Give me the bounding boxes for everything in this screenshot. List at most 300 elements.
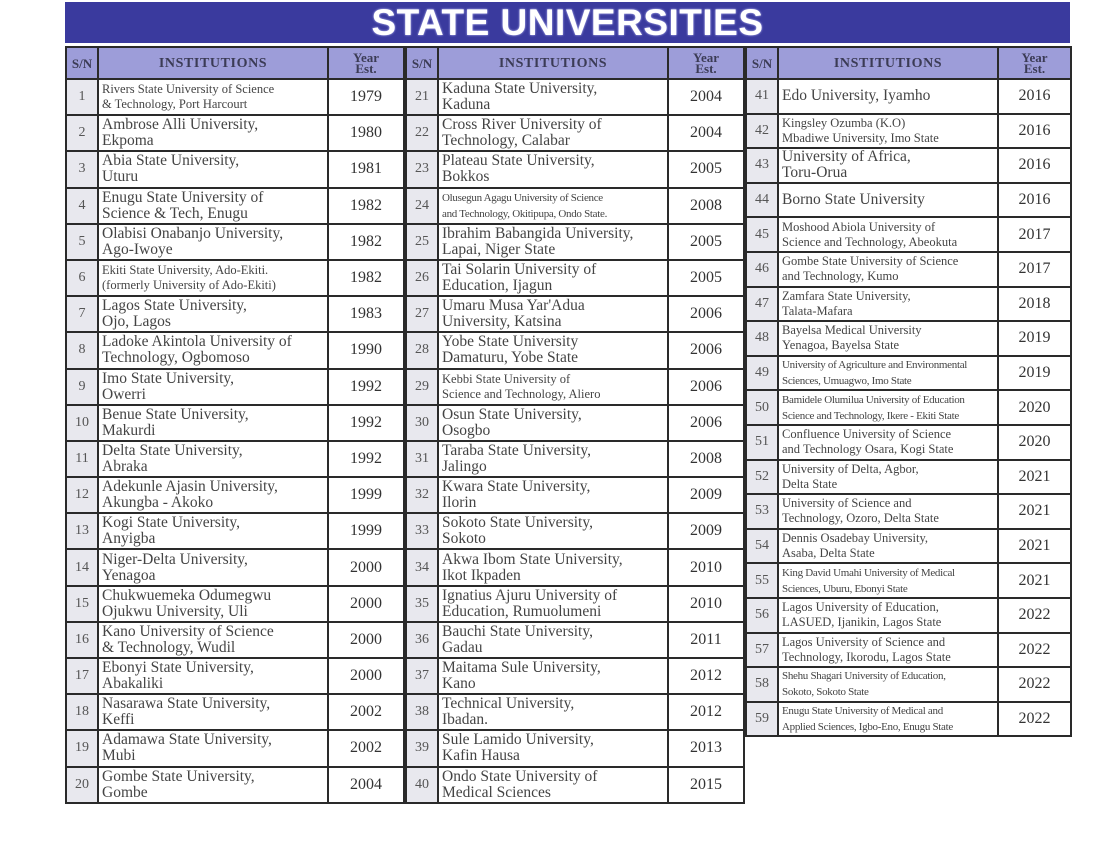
table-row: [406, 115, 744, 151]
institution-name: [778, 356, 998, 391]
table-row: [746, 633, 1071, 668]
serial-number: 54: [746, 529, 778, 564]
institution-name: [438, 332, 668, 368]
institution-name-line1: Adekunle Ajasin University,: [102, 478, 278, 496]
table-row: [66, 188, 404, 224]
institution-name-line1: Adamawa State University,: [102, 731, 272, 749]
serial-number: 33: [406, 513, 438, 549]
institution-name-line1: Lagos University of Education,: [782, 600, 939, 615]
year-established: 2022: [998, 633, 1071, 668]
institution-name: [98, 622, 328, 658]
year-established: 2016: [998, 114, 1071, 149]
year-established: 1981: [328, 151, 404, 187]
serial-number: 23: [406, 151, 438, 187]
year-established: 2022: [998, 667, 1071, 702]
institution-name-line2: Abakaliki: [102, 675, 164, 693]
year-established: 2018: [998, 287, 1071, 322]
institution-name-line1: Ambrose Alli University,: [102, 116, 259, 134]
institution-name-line2: Kafin Hausa: [442, 747, 520, 765]
institution-name-line2: Toru-Orua: [782, 164, 848, 182]
serial-number: 31: [406, 441, 438, 477]
header-year-line1: Year: [353, 50, 379, 65]
institution-name-line1: Technical University,: [442, 695, 575, 713]
table-row: [746, 79, 1071, 114]
institution-name-line2: Ilorin: [442, 494, 477, 512]
header-year-line2: Est.: [355, 61, 377, 76]
institution-name-line2: Education, Rumuolumeni: [442, 602, 602, 620]
institution-name: [778, 563, 998, 598]
institution-name-line1: Rivers State University of Science: [102, 82, 275, 97]
serial-number: 39: [406, 730, 438, 766]
table-row: [66, 622, 404, 658]
year-established: 2008: [668, 441, 744, 477]
year-established: 1982: [328, 224, 404, 260]
institution-name-line1: Akwa Ibom State University,: [442, 550, 623, 568]
institution-name-line2: Osogbo: [442, 421, 491, 439]
institution-name-line1: Ignatius Ajuru University of: [442, 586, 618, 604]
table-row: [746, 252, 1071, 287]
institution-name-line1: Shehu Shagari University of Education,: [782, 670, 946, 683]
institution-name-line2: Talata-Mafara: [782, 303, 853, 318]
institution-name: [438, 441, 668, 477]
institution-name: [98, 694, 328, 730]
table-row: [66, 730, 404, 766]
institution-name-line2: Applied Sciences, Igbo-Eno, Enugu State: [782, 720, 953, 733]
table-row: [406, 767, 744, 803]
institution-name-line2: Technology, Ikorodu, Lagos State: [782, 649, 951, 664]
year-established: 2009: [668, 513, 744, 549]
serial-number: 17: [66, 658, 98, 694]
institution-name-line1: Olabisi Onabanjo University,: [102, 224, 284, 242]
table-row: [746, 114, 1071, 149]
serial-number: 29: [406, 369, 438, 405]
table-row: [746, 390, 1071, 425]
table-row: [66, 658, 404, 694]
header-year-est: [998, 47, 1071, 79]
year-established: 1992: [328, 369, 404, 405]
institution-name: [98, 115, 328, 151]
serial-number: 52: [746, 460, 778, 495]
serial-number: 22: [406, 115, 438, 151]
universities-table-3: [745, 46, 1072, 737]
year-established: 2017: [998, 252, 1071, 287]
institution-name-line2: Delta State: [782, 476, 838, 491]
year-established: 2020: [998, 390, 1071, 425]
institution-name-line1: Enugu State University of Medical and: [782, 704, 943, 717]
serial-number: 15: [66, 586, 98, 622]
year-established: 2002: [328, 730, 404, 766]
institution-name-line1: Ondo State University of: [442, 767, 598, 785]
institution-name-line1: Nasarawa State University,: [102, 695, 271, 713]
header-year-line2: Est.: [1023, 61, 1046, 76]
institution-name: [778, 702, 998, 737]
institution-name-line2: Kano: [442, 675, 476, 693]
serial-number: 4: [66, 188, 98, 224]
table-row: [746, 667, 1071, 702]
institution-name-line1: Kingsley Ozumba (K.O): [782, 115, 906, 130]
header-year-line2: Est.: [695, 61, 717, 76]
table-row: [66, 151, 404, 187]
table-row: [66, 694, 404, 730]
table-row: [746, 356, 1071, 391]
institution-name: [98, 586, 328, 622]
table-row: [406, 549, 744, 585]
institution-name-line2: Gombe: [102, 783, 148, 801]
table-row: [746, 183, 1071, 218]
serial-number: 10: [66, 405, 98, 441]
serial-number: 41: [746, 79, 778, 114]
institution-name: [98, 296, 328, 332]
institution-name-line1: Ekiti State University, Ado-Ekiti.: [102, 263, 269, 278]
year-established: 2012: [668, 658, 744, 694]
serial-number: 8: [66, 332, 98, 368]
serial-number: 45: [746, 217, 778, 252]
table-row: [746, 148, 1071, 183]
institution-name-line2: University, Katsina: [442, 313, 562, 331]
year-established: 2016: [998, 148, 1071, 183]
institution-name: [98, 224, 328, 260]
institution-name-line2: and Technology, Okitipupa, Ondo State.: [442, 207, 608, 220]
institution-name-line2: LASUED, Ijanikin, Lagos State: [782, 615, 942, 630]
institution-name: [98, 767, 328, 803]
institution-name: [98, 260, 328, 296]
institution-name: [778, 667, 998, 702]
institution-name-line1: Edo University, Iyamho: [782, 87, 931, 105]
institution-name-line2: Science and Technology, Abeokuta: [782, 234, 958, 249]
year-established: 2000: [328, 658, 404, 694]
institution-name-line1: Osun State University,: [442, 405, 582, 423]
institution-name-line2: Bokkos: [442, 168, 490, 186]
institution-name-line1: Olusegun Agagu University of Science: [442, 191, 603, 204]
institution-name-line1: Yobe State University: [442, 333, 579, 351]
institution-name-line2: Science & Tech, Enugu: [102, 204, 248, 222]
institution-name-line2: Sokoto, Sokoto State: [782, 686, 869, 699]
year-established: 2005: [668, 260, 744, 296]
serial-number: 12: [66, 477, 98, 513]
serial-number: 36: [406, 622, 438, 658]
table-row: [746, 702, 1071, 737]
institution-name-line2: Education, Ijagun: [442, 277, 553, 295]
table-row: [406, 332, 744, 368]
year-established: 2021: [998, 494, 1071, 529]
institution-name-line1: University of Delta, Agbor,: [782, 461, 919, 476]
serial-number: 58: [746, 667, 778, 702]
table-row: [746, 287, 1071, 322]
institution-name-line1: University of Science and: [782, 496, 912, 511]
table-row: [406, 658, 744, 694]
serial-number: 56: [746, 598, 778, 633]
serial-number: 27: [406, 296, 438, 332]
table-row: [66, 79, 404, 115]
institution-name: [778, 287, 998, 322]
serial-number: 47: [746, 287, 778, 322]
institution-name-line2: Science and Technology, Aliero: [442, 386, 601, 401]
table-row: [406, 296, 744, 332]
institution-name: [438, 549, 668, 585]
universities-table-2: [405, 46, 745, 804]
serial-number: 16: [66, 622, 98, 658]
serial-number: 24: [406, 188, 438, 224]
table-row: [66, 767, 404, 803]
institution-name: [438, 405, 668, 441]
serial-number: 7: [66, 296, 98, 332]
institution-name-line2: Asaba, Delta State: [782, 546, 875, 561]
table-row: [66, 477, 404, 513]
institution-name: [438, 730, 668, 766]
institution-name-line1: Maitama Sule University,: [442, 659, 601, 677]
institution-name-line1: University of Africa,: [782, 148, 911, 166]
institution-name-line2: Owerri: [102, 385, 146, 403]
serial-number: 25: [406, 224, 438, 260]
institution-name: [438, 513, 668, 549]
institution-name: [778, 529, 998, 564]
serial-number: 9: [66, 369, 98, 405]
serial-number: 13: [66, 513, 98, 549]
table-row: [746, 598, 1071, 633]
institution-name-line1: Bayelsa Medical University: [782, 323, 922, 338]
institution-name: [438, 296, 668, 332]
year-established: 1990: [328, 332, 404, 368]
institution-name-line1: Kano University of Science: [102, 622, 274, 640]
institution-name-line2: Yenagoa: [102, 566, 156, 584]
institution-name-line1: Dennis Osadebay University,: [782, 531, 929, 546]
header-year-est: [328, 47, 404, 79]
institution-name: [778, 148, 998, 183]
table-row: [406, 151, 744, 187]
institution-name-line2: Kaduna: [442, 96, 491, 114]
year-established: 2010: [668, 586, 744, 622]
table-row: [66, 115, 404, 151]
institution-name-line2: Jalingo: [442, 457, 487, 475]
serial-number: 14: [66, 549, 98, 585]
institution-name-line2: Uturu: [102, 168, 139, 186]
institution-name: [98, 332, 328, 368]
table-row: [406, 730, 744, 766]
institution-name-line2: Ago-Iwoye: [102, 240, 173, 258]
institution-name-line1: King David Umahi University of Medical: [782, 566, 955, 579]
institution-name-line1: Zamfara State University,: [782, 288, 911, 303]
institution-name: [438, 767, 668, 803]
serial-number: 46: [746, 252, 778, 287]
institution-name: [778, 79, 998, 114]
institution-name: [98, 369, 328, 405]
institution-name-line2: Sciences, Umuagwo, Imo State: [782, 375, 912, 388]
table-row: [406, 260, 744, 296]
year-established: 2000: [328, 586, 404, 622]
header-year-est: [668, 47, 744, 79]
serial-number: 38: [406, 694, 438, 730]
year-established: 2019: [998, 321, 1071, 356]
institution-name: [778, 252, 998, 287]
year-established: 1999: [328, 477, 404, 513]
year-established: 2009: [668, 477, 744, 513]
institution-name-line1: Kwara State University,: [442, 478, 591, 496]
year-established: 2002: [328, 694, 404, 730]
year-established: 2021: [998, 563, 1071, 598]
institution-name-line2: Sciences, Uburu, Ebonyi State: [782, 582, 908, 595]
year-established: 2022: [998, 598, 1071, 633]
institution-name-line1: Sokoto State University,: [442, 514, 593, 532]
institution-name-line1: Moshood Abiola University of: [782, 219, 936, 234]
header-institutions: INSTITUTIONS: [98, 47, 328, 79]
table-row: [406, 369, 744, 405]
header-sn: S/N: [406, 47, 438, 79]
universities-table-1: [65, 46, 405, 804]
institution-name-line1: Ibrahim Babangida University,: [442, 224, 634, 242]
institution-name-line2: Ojo, Lagos: [102, 313, 171, 331]
institution-name-line2: Medical Sciences: [442, 783, 551, 801]
institution-name-line1: Lagos State University,: [102, 297, 247, 315]
institution-name-line1: Borno State University: [782, 191, 925, 209]
year-established: 2022: [998, 702, 1071, 737]
year-established: 2004: [328, 767, 404, 803]
table-row: [66, 369, 404, 405]
institution-name-line2: Ekpoma: [102, 132, 154, 150]
institution-name-line1: Ebonyi State University,: [102, 659, 254, 677]
table-row: [406, 586, 744, 622]
institution-name-line2: Makurdi: [102, 421, 156, 439]
table-row: [66, 513, 404, 549]
institution-name-line1: Niger-Delta University,: [102, 550, 248, 568]
institution-name-line2: Ojukwu University, Uli: [102, 602, 248, 620]
year-established: 2000: [328, 549, 404, 585]
institution-name: [778, 183, 998, 218]
year-established: 1979: [328, 79, 404, 115]
institution-name: [98, 188, 328, 224]
table-header-row: [406, 47, 744, 79]
institution-name: [438, 115, 668, 151]
serial-number: 44: [746, 183, 778, 218]
serial-number: 20: [66, 767, 98, 803]
institution-name-line1: Chukwuemeka Odumegwu: [102, 586, 272, 604]
institution-name-line1: Enugu State University of: [102, 188, 264, 206]
institution-name: [98, 513, 328, 549]
institution-name: [98, 477, 328, 513]
institution-name-line1: Abia State University,: [102, 152, 240, 170]
institution-name-line2: Anyigba: [102, 530, 156, 548]
institution-name-line2: Gadau: [442, 638, 483, 656]
institution-name: [438, 224, 668, 260]
institution-name-line2: and Technology, Kumo: [782, 269, 899, 284]
institution-name: [438, 477, 668, 513]
table-row: [406, 79, 744, 115]
year-established: 1992: [328, 441, 404, 477]
institution-name: [438, 260, 668, 296]
table-row: [746, 460, 1071, 495]
table-row: [406, 405, 744, 441]
institution-name-line2: Ibadan.: [442, 711, 489, 729]
institution-name-line2: Damaturu, Yobe State: [442, 349, 579, 367]
institution-name: [778, 321, 998, 356]
institution-name-line1: Gombe State University of Science: [782, 254, 959, 269]
table-row: [746, 321, 1071, 356]
year-established: 2016: [998, 183, 1071, 218]
serial-number: 49: [746, 356, 778, 391]
institution-name-line2: Mbadiwe University, Imo State: [782, 130, 939, 145]
serial-number: 2: [66, 115, 98, 151]
header-year-line1: Year: [693, 50, 719, 65]
serial-number: 1: [66, 79, 98, 115]
header-institutions: INSTITUTIONS: [438, 47, 668, 79]
serial-number: 11: [66, 441, 98, 477]
year-established: 2006: [668, 405, 744, 441]
institution-name-line1: Imo State University,: [102, 369, 235, 387]
table-row: [66, 586, 404, 622]
table-row: [66, 224, 404, 260]
institution-name: [98, 730, 328, 766]
institution-name-line2: Akungba - Akoko: [102, 494, 214, 512]
institution-name-line2: Sokoto: [442, 530, 486, 548]
institution-name-line1: Sule Lamido University,: [442, 731, 594, 749]
institution-name: [778, 217, 998, 252]
serial-number: 6: [66, 260, 98, 296]
year-established: 2012: [668, 694, 744, 730]
institution-name-line1: Plateau State University,: [442, 152, 595, 170]
serial-number: 57: [746, 633, 778, 668]
serial-number: 18: [66, 694, 98, 730]
table-row: [66, 441, 404, 477]
year-established: 2019: [998, 356, 1071, 391]
institution-name-line1: Kogi State University,: [102, 514, 241, 532]
serial-number: 35: [406, 586, 438, 622]
year-established: 2015: [668, 767, 744, 803]
serial-number: 34: [406, 549, 438, 585]
institution-name: [98, 79, 328, 115]
table-row: [746, 217, 1071, 252]
serial-number: 32: [406, 477, 438, 513]
year-established: 2013: [668, 730, 744, 766]
institution-name: [438, 622, 668, 658]
institution-name-line1: Kaduna State University,: [442, 80, 598, 98]
header-year-line1: Year: [1021, 50, 1048, 65]
year-established: 2011: [668, 622, 744, 658]
institution-name-line1: Kebbi State University of: [442, 371, 571, 386]
table-row: [746, 529, 1071, 564]
institution-name: [98, 549, 328, 585]
table-row: [406, 441, 744, 477]
serial-number: 26: [406, 260, 438, 296]
serial-number: 42: [746, 114, 778, 149]
serial-number: 59: [746, 702, 778, 737]
year-established: 2006: [668, 296, 744, 332]
serial-number: 30: [406, 405, 438, 441]
table-row: [66, 260, 404, 296]
institution-name: [438, 586, 668, 622]
serial-number: 21: [406, 79, 438, 115]
institution-name-line1: Confluence University of Science: [782, 427, 952, 442]
institution-name-line1: Bamidele Olumilua University of Education: [782, 393, 965, 406]
year-established: 2016: [998, 79, 1071, 114]
table-row: [66, 296, 404, 332]
table-row: [406, 188, 744, 224]
serial-number: 28: [406, 332, 438, 368]
header-sn: S/N: [746, 47, 778, 79]
institution-name-line2: Lapai, Niger State: [442, 240, 556, 258]
year-established: 2008: [668, 188, 744, 224]
institution-name: [438, 658, 668, 694]
institution-name-line2: Keffi: [102, 711, 135, 729]
table-row: [746, 494, 1071, 529]
institution-name: [778, 390, 998, 425]
year-established: 2010: [668, 549, 744, 585]
institution-name-line2: Abraka: [102, 457, 148, 475]
year-established: 2017: [998, 217, 1071, 252]
institution-name-line1: Gombe State University,: [102, 767, 255, 785]
year-established: 2005: [668, 224, 744, 260]
institution-name-line2: Science and Technology, Ikere - Ekiti State: [782, 409, 959, 422]
institution-name: [778, 633, 998, 668]
year-established: 2020: [998, 425, 1071, 460]
